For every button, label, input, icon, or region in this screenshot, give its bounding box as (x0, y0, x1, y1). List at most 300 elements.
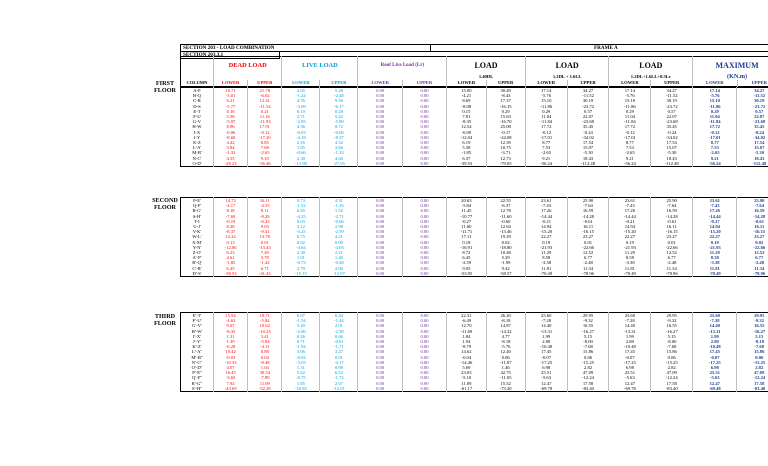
value-cell: 0.71 (282, 339, 320, 344)
lower-label: LOWER (213, 80, 247, 87)
value-cell: 0.00 (402, 214, 446, 219)
value-cell: 12.70 (447, 323, 486, 328)
column-id-cell: V-K' (181, 229, 214, 234)
value-cell: -78.96 (567, 271, 609, 277)
value-cell: 11.81 (525, 266, 567, 271)
value-cell: 3.12 (282, 224, 320, 229)
value-cell: 20.63 (447, 198, 486, 204)
value-cell: 7.53 (693, 145, 737, 150)
value-cell: -17.20 (248, 135, 282, 140)
value-cell: -8.37 (320, 135, 358, 140)
value-cell: -17.25 (609, 360, 651, 365)
value-cell: 1.94 (447, 339, 486, 344)
column-id-cell: J-Y (181, 135, 214, 140)
value-cell: 29.95 (651, 313, 693, 319)
value-cell: 35.45 (567, 124, 609, 129)
value-cell: -16.27 (651, 329, 693, 334)
value-cell: 0.00 (402, 355, 446, 360)
column-id-cell: Q-F' (181, 203, 214, 208)
value-cell: -14.46 (447, 360, 486, 365)
value-cell: 2.16 (282, 140, 320, 145)
value-cell: -79.05 (486, 161, 525, 167)
value-cell: 5.29 (486, 255, 525, 260)
value-cell: 12.52 (651, 250, 693, 255)
value-cell: -15.25 (567, 360, 609, 365)
value-cell: 0.00 (402, 250, 446, 255)
value-cell: 23.61 (525, 198, 567, 204)
value-cell: -4.63 (213, 318, 247, 323)
value-cell: 9.03 (248, 224, 282, 229)
value-cell: -11.69 (447, 329, 486, 334)
value-cell: 0.19 (693, 240, 737, 245)
value-cell: 16.11 (737, 224, 768, 229)
value-cell: 0.18 (447, 240, 486, 245)
value-cell: 4.07 (213, 365, 247, 370)
value-cell: -12.24 (567, 375, 609, 380)
section-subtitle: SECTION 203.3.1 (181, 52, 280, 59)
value-cell: -23.72 (737, 104, 768, 109)
value-cell: -2.65 (248, 150, 282, 155)
column-id-cell: E'-T' (181, 313, 214, 319)
column-id-cell: I-X (181, 130, 214, 135)
value-cell: -7.68 (737, 344, 768, 349)
value-cell: -13.43 (248, 245, 282, 250)
value-cell: -43.69 (213, 386, 247, 392)
value-cell: -9.32 (567, 318, 609, 323)
value-cell: 7.53 (609, 145, 651, 150)
value-cell: -78.96 (651, 271, 693, 277)
value-cell: -27.95 (320, 161, 358, 167)
value-cell: -10.48 (693, 344, 737, 349)
value-cell: -6.17 (320, 104, 358, 109)
load2-subheader: 1.2DL + 1.6LL (525, 74, 609, 80)
value-cell: 0.01 (567, 240, 609, 245)
value-cell: -0.12 (248, 130, 282, 135)
value-cell: 10.62 (248, 323, 282, 328)
value-cell: -6.02 (248, 93, 282, 98)
value-cell: 21.78 (248, 88, 282, 94)
value-cell: -12.01 (320, 386, 358, 392)
value-cell: 1.91 (282, 255, 320, 260)
value-cell: -4.25 (282, 214, 320, 219)
value-cell: -5.63 (609, 375, 651, 380)
value-cell: 0.00 (358, 370, 402, 375)
value-cell: -0.24 (567, 130, 609, 135)
table-row (181, 271, 768, 277)
column-id-cell: Q'-F'' (181, 375, 214, 380)
value-cell: 22.07 (651, 114, 693, 119)
value-cell: -5.77 (213, 104, 247, 109)
value-cell: -8.00 (651, 339, 693, 344)
value-cell: -7.68 (567, 344, 609, 349)
column-id-cell: A'-P' (181, 255, 214, 260)
value-cell: -7.64 (737, 203, 768, 208)
value-cell: 0.00 (358, 344, 402, 349)
value-cell: -1.72 (320, 375, 358, 380)
value-cell: -52.29 (248, 386, 282, 392)
value-cell: 25.90 (567, 198, 609, 204)
value-cell: -5.10 (447, 375, 486, 380)
value-cell: 2.80 (609, 339, 651, 344)
value-cell: -8.48 (248, 360, 282, 365)
value-cell: 14.94 (525, 224, 567, 229)
value-cell: 8.96 (213, 124, 247, 129)
value-cell: -11.52 (567, 93, 609, 98)
value-cell: 12.73 (486, 156, 525, 161)
value-cell: 0.00 (402, 240, 446, 245)
value-cell: 2.06 (320, 266, 358, 271)
value-cell: -56.24 (693, 161, 737, 167)
value-cell: -21.93 (525, 245, 567, 250)
value-cell: 17.26 (693, 208, 737, 213)
value-cell: -17.01 (525, 135, 567, 140)
value-cell: 0.02 (486, 240, 525, 245)
value-cell: 0.00 (402, 124, 446, 129)
value-cell: -10.48 (525, 344, 567, 349)
value-cell: -39.53 (447, 161, 486, 167)
value-cell: 2.80 (693, 339, 737, 344)
value-cell: 30.49 (486, 88, 525, 94)
value-cell: 15.07 (567, 145, 609, 150)
value-cell: -112.48 (737, 161, 768, 167)
value-cell: -10.33 (213, 360, 247, 365)
column-id-cell: I'-X' (181, 334, 214, 339)
value-cell: -16.15 (737, 229, 768, 234)
value-cell: 11.81 (693, 266, 737, 271)
value-cell: -12.04 (447, 135, 486, 140)
value-cell: 17.54 (567, 140, 609, 145)
value-cell: 0.00 (358, 381, 402, 386)
value-cell: -56.24 (609, 161, 651, 167)
value-cell: 6.98 (525, 365, 567, 370)
value-cell: 15.94 (213, 313, 247, 319)
value-cell: 34.27 (737, 88, 768, 94)
value-cell: 15.00 (447, 88, 486, 94)
value-cell: 0.00 (402, 386, 446, 392)
value-cell: 22.27 (525, 234, 567, 239)
value-cell: 6.44 (320, 313, 358, 319)
column-id-cell: B-Q (181, 93, 214, 98)
value-cell: -16.15 (651, 229, 693, 234)
value-cell: -7.28 (693, 318, 737, 323)
value-cell: 15.86 (651, 349, 693, 354)
value-cell: 0.29 (486, 109, 525, 114)
value-cell: 8.58 (693, 255, 737, 260)
value-cell: 6.75 (282, 234, 320, 239)
value-cell: -0.60 (486, 219, 525, 224)
value-cell: -24.08 (486, 135, 525, 140)
value-cell: -1.44 (320, 318, 358, 323)
value-cell: -0.07 (609, 355, 651, 360)
value-cell: -5.76 (486, 344, 525, 349)
value-cell: 6.98 (609, 365, 651, 370)
column-id-cell: N'-C'' (181, 360, 214, 365)
value-cell: 12.52 (567, 250, 609, 255)
value-cell: 8.77 (609, 140, 651, 145)
value-cell: -0.07 (693, 355, 737, 360)
first-floor-table (180, 87, 768, 167)
value-cell: -22.66 (651, 245, 693, 250)
value-cell: 23.27 (651, 234, 693, 239)
value-cell: 14.94 (693, 224, 737, 229)
lower-label: LOWER (693, 80, 737, 87)
value-cell: -11.05 (486, 375, 525, 380)
floor-label-third (150, 313, 180, 327)
value-cell: 25.51 (525, 370, 567, 375)
value-cell: -0.61 (737, 219, 768, 224)
value-cell: 12.54 (447, 124, 486, 129)
value-cell: 25.51 (693, 370, 737, 375)
value-cell: 0.00 (402, 339, 446, 344)
value-cell: -8.18 (737, 339, 768, 344)
value-cell: 15.07 (737, 145, 768, 150)
column-id-cell: Z-O' (181, 250, 214, 255)
value-cell: -5.76 (525, 93, 567, 98)
value-cell: 7.68 (248, 145, 282, 150)
value-cell: -73.20 (486, 386, 525, 392)
value-cell: -2.58 (320, 329, 358, 334)
column-id-cell: R-G' (181, 208, 214, 213)
value-cell: 16.11 (248, 198, 282, 204)
value-cell: 4.66 (320, 156, 358, 161)
value-cell: 17.14 (525, 88, 567, 94)
value-cell: 11.29 (693, 250, 737, 255)
value-cell: -4.21 (447, 93, 486, 98)
value-cell: -0.02 (282, 355, 320, 360)
value-cell: -4.11 (248, 344, 282, 349)
value-cell: 3.41 (248, 334, 282, 339)
column-id-cell: D-S (181, 104, 214, 109)
value-cell: 17.72 (525, 124, 567, 129)
column-header: COLUMN (181, 80, 214, 87)
value-cell: 0.00 (358, 266, 402, 271)
value-cell: -2.95 (282, 119, 320, 124)
value-cell: -11.71 (447, 229, 486, 234)
column-id-cell: K'-Z' (181, 344, 214, 349)
value-cell: -0.12 (525, 130, 567, 135)
value-cell: -0.48 (320, 260, 358, 265)
value-cell: -8.79 (447, 344, 486, 349)
value-cell: 0.57 (737, 109, 768, 114)
value-cell: -8.37 (213, 229, 247, 234)
value-cell: 0.00 (358, 245, 402, 250)
value-cell: -11.84 (693, 119, 737, 124)
value-cell: 23.27 (737, 234, 768, 239)
value-cell: 0.00 (402, 88, 446, 94)
value-cell: -7.69 (213, 214, 247, 219)
value-cell: -10.85 (282, 386, 320, 392)
value-cell: 4.42 (213, 140, 247, 145)
value-cell: 7.53 (525, 145, 567, 150)
value-cell: 0.00 (402, 229, 446, 234)
value-cell: -1.32 (213, 150, 247, 155)
value-cell: 23.27 (567, 234, 609, 239)
value-cell: -5.76 (693, 93, 737, 98)
upper-label: UPPER (486, 80, 525, 87)
value-cell: 0.15 (447, 109, 486, 114)
value-cell: 0.00 (402, 370, 446, 375)
value-cell: 0.00 (358, 334, 402, 339)
value-cell: 0.00 (358, 240, 402, 245)
value-cell: -3.03 (282, 360, 320, 365)
value-cell: 17.26 (525, 208, 567, 213)
value-cell: -17.25 (693, 360, 737, 365)
value-cell: 1.85 (282, 381, 320, 386)
value-cell: 22.55 (486, 198, 525, 204)
value-cell: 17.54 (737, 140, 768, 145)
value-cell: -1.33 (320, 150, 358, 155)
value-cell: 0.00 (358, 375, 402, 380)
value-cell: -0.03 (282, 130, 320, 135)
value-cell: 15.86 (567, 349, 609, 354)
value-cell: 14.94 (609, 224, 651, 229)
value-cell: -14.32 (486, 329, 525, 334)
maximum-unit: (KN.m) (693, 74, 768, 80)
column-id-cell: T-I (181, 219, 214, 224)
value-cell: -13.31 (609, 329, 651, 334)
column-id-cell: G'-V' (181, 323, 214, 328)
value-cell: 0.00 (358, 130, 402, 135)
value-cell: 5.15 (737, 334, 768, 339)
value-cell: -16.15 (486, 104, 525, 109)
value-cell: 0.00 (358, 145, 402, 150)
value-cell: 22.31 (447, 313, 486, 319)
value-cell: 12.78 (486, 208, 525, 213)
value-cell: -23.68 (651, 119, 693, 124)
value-cell: -12.97 (320, 271, 358, 277)
value-cell: 12.22 (213, 234, 247, 239)
value-cell: 0.00 (358, 386, 402, 392)
value-cell: 9.21 (609, 156, 651, 161)
value-cell: -14.28 (651, 214, 693, 219)
value-cell: 0.00 (358, 318, 402, 323)
value-cell: 0.00 (358, 229, 402, 234)
value-cell: 0.00 (402, 329, 446, 334)
value-cell: -3.01 (213, 93, 247, 98)
value-cell: 17.37 (486, 98, 525, 103)
value-cell: -70.49 (525, 271, 567, 277)
value-cell: -23.72 (567, 104, 609, 109)
value-cell: 0.00 (358, 93, 402, 98)
value-cell: 12.47 (693, 381, 737, 386)
value-cell: 42.75 (486, 370, 525, 375)
load3-subheader: 1.2DL+1.6LL+0.5Lr (609, 74, 693, 80)
value-cell: 0.00 (358, 114, 402, 119)
value-cell: -4.17 (213, 203, 247, 208)
value-cell: -78.96 (737, 271, 768, 277)
value-cell: -17.01 (693, 135, 737, 140)
value-cell: 8.11 (248, 208, 282, 213)
value-cell: 11.60 (447, 224, 486, 229)
value-cell: 11.29 (609, 250, 651, 255)
value-cell: 0.98 (320, 365, 358, 370)
value-cell: -1.52 (282, 203, 320, 208)
column-id-cell: D'-S' (181, 271, 214, 277)
value-cell: 12.47 (609, 381, 651, 386)
value-cell: 0.00 (402, 104, 446, 109)
value-cell: 0.00 (358, 219, 402, 224)
value-cell: -15.20 (609, 229, 651, 234)
value-cell: 16.59 (567, 208, 609, 213)
value-cell: 2.79 (282, 266, 320, 271)
value-cell: 6.77 (651, 255, 693, 260)
value-cell: 4.21 (320, 234, 358, 239)
value-cell: -0.04 (447, 355, 486, 360)
value-cell: 0.00 (402, 224, 446, 229)
column-id-cell: E-T (181, 109, 214, 114)
value-cell: 0.00 (358, 98, 402, 103)
value-cell: 1.04 (248, 365, 282, 370)
value-cell: -17.25 (525, 360, 567, 365)
value-cell: -1.85 (447, 150, 486, 155)
value-cell: 6.45 (213, 266, 247, 271)
value-cell: -34.02 (651, 135, 693, 140)
value-cell: 6.07 (282, 313, 320, 319)
value-cell: 1.99 (525, 334, 567, 339)
value-cell: 7.92 (213, 381, 247, 386)
value-cell: 9.10 (248, 156, 282, 161)
value-cell: 16.11 (567, 224, 609, 229)
value-cell: 0.00 (402, 203, 446, 208)
value-cell: -6.28 (213, 344, 247, 349)
value-cell: 0.00 (358, 203, 402, 208)
value-cell: -34.02 (567, 135, 609, 140)
value-cell: 8.77 (525, 140, 567, 145)
lower-label: LOWER (609, 80, 651, 87)
value-cell: -112.48 (651, 161, 693, 167)
value-cell: 0.26 (282, 334, 320, 339)
value-cell: 9.21 (525, 156, 567, 161)
value-cell: -14.28 (737, 214, 768, 219)
value-cell: 16.11 (651, 224, 693, 229)
value-cell: 5.62 (282, 370, 320, 375)
value-cell: 5.58 (213, 114, 247, 119)
value-cell: -11.60 (486, 214, 525, 219)
value-cell: 17.45 (525, 349, 567, 354)
value-cell: 0.00 (402, 266, 446, 271)
value-cell: -8.35 (447, 119, 486, 124)
value-cell: 0.00 (402, 245, 446, 250)
value-cell: 8.72 (320, 124, 358, 129)
value-cell: -69.48 (693, 386, 737, 392)
value-cell: 0.00 (358, 140, 402, 145)
column-id-cell: O-D' (181, 161, 214, 167)
column-id-cell: L'-A'' (181, 349, 214, 354)
value-cell: 47.09 (567, 370, 609, 375)
value-cell: 35.45 (651, 124, 693, 129)
value-cell: 0.00 (358, 135, 402, 140)
value-cell: -9.32 (651, 318, 693, 323)
value-cell: 0.00 (358, 124, 402, 129)
value-cell: -14.44 (693, 214, 737, 219)
value-cell: 0.66 (320, 334, 358, 339)
value-cell: -0.24 (651, 130, 693, 135)
value-cell: -0.07 (525, 355, 567, 360)
value-cell: 0.00 (402, 255, 446, 260)
value-cell: -10.48 (609, 344, 651, 349)
value-cell: -15.25 (651, 360, 693, 365)
value-cell: 14.40 (693, 323, 737, 328)
value-cell: -0.75 (282, 375, 320, 380)
value-cell: 0.00 (358, 150, 402, 155)
column-id-cell: U-J' (181, 224, 214, 229)
value-cell: -7.68 (651, 344, 693, 349)
value-cell: 1.85 (282, 145, 320, 150)
value-cell: -8.18 (486, 339, 525, 344)
value-cell: -1.99 (486, 260, 525, 265)
value-cell: -2.48 (737, 260, 768, 265)
value-cell: -21.93 (609, 245, 651, 250)
